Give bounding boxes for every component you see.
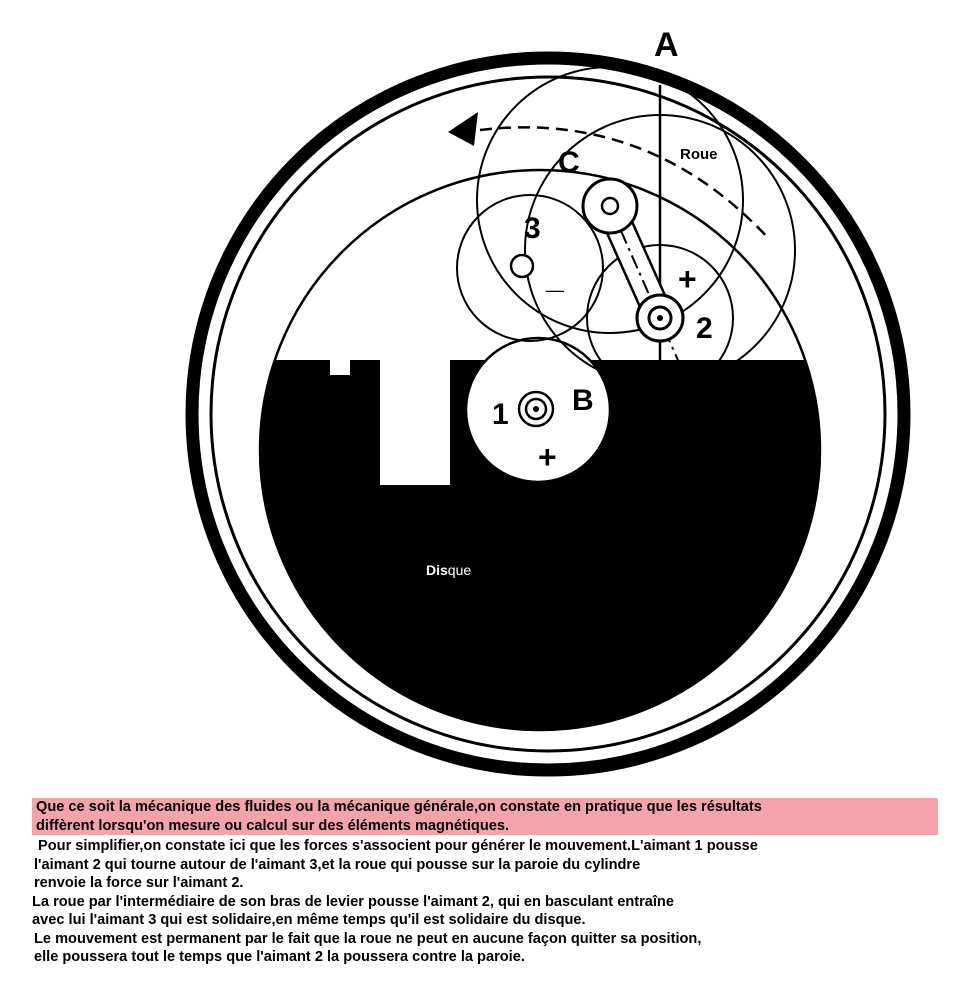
caption-body xyxy=(28,837,938,967)
magnet-3-pivot xyxy=(511,255,533,277)
caption-line-3: renvoie la force sur l'aimant 2. xyxy=(34,875,244,891)
caption-highlight-line-1: Que ce soit la mécanique des fluides ou la mécanique générale,on constate en pratique que les résultats xyxy=(32,798,938,817)
caption-line-7: elle poussera tout le temps que l'aimant 2 la poussera contre la paroie. xyxy=(34,949,525,965)
caption-line-1: Pour simplifier,on constate ici que les forces s'associent pour générer le mouvement.L'aimant 1 pousse xyxy=(38,838,758,854)
caption-highlight-line-2: diffèrent lorsqu'on mesure ou calcul sur des éléments magnétiques. xyxy=(32,817,938,836)
caption xyxy=(28,798,938,967)
label-magnet-3: 3 xyxy=(524,212,541,245)
label-magnet-1: 1 xyxy=(492,398,509,431)
label-disque: Disque xyxy=(426,562,472,578)
caption-line-6: Le mouvement est permanent par le fait que la roue ne peut en aucune façon quitter sa position, xyxy=(34,930,702,947)
label-magnet-2: 2 xyxy=(696,312,713,345)
label-c: C xyxy=(558,146,580,179)
caption-line-5: avec lui l'aimant 3 qui est solidaire,en même temps qu'il est solidaire du disque. xyxy=(32,912,586,928)
caption-line-4: La roue par l'intermédiaire de son bras de levier pousse l'aimant 2, qui en basculant entraîne xyxy=(32,893,674,910)
label-roue: Roue xyxy=(680,146,718,163)
caption-line-2: l'aimant 2 qui tourne autour de l'aimant 3,et la roue qui pousse sur la paroie du cylindre xyxy=(34,856,641,873)
pivot-magnet-2 xyxy=(637,295,683,341)
pivot-c xyxy=(583,179,637,233)
label-minus-3: _ xyxy=(546,259,564,295)
label-a: A xyxy=(654,26,679,64)
label-b: B xyxy=(572,384,594,417)
label-plus-2: + xyxy=(678,261,697,297)
label-plus-b: + xyxy=(538,439,557,475)
